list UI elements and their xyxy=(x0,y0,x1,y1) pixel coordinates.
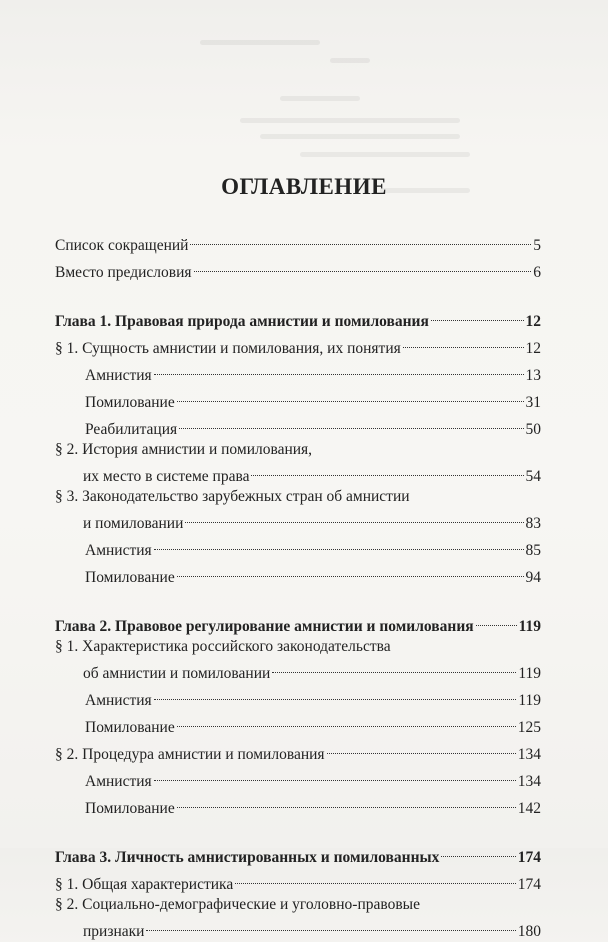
toc-page: 180 xyxy=(517,923,541,940)
dot-leader xyxy=(194,251,532,272)
section-title-line: § 1. Характеристика российского законодательства xyxy=(55,638,391,655)
chapter-title: Глава 1. Правовая природа амнистии и помилования xyxy=(55,313,429,330)
subsection-label: Амнистия xyxy=(85,367,152,384)
toc-entry[interactable] xyxy=(55,256,541,283)
dot-leader xyxy=(476,605,517,626)
subsection-label: Амнистия xyxy=(85,542,152,559)
dot-leader xyxy=(235,863,516,884)
toc-page: 50 xyxy=(525,421,541,438)
dot-leader xyxy=(190,224,531,245)
section-entry[interactable] xyxy=(55,915,541,942)
section-title-line: § 2. История амнистии и помилования, xyxy=(55,441,313,458)
toc-page: 31 xyxy=(525,394,541,411)
dot-leader xyxy=(154,760,516,781)
dot-leader xyxy=(403,327,524,348)
dot-leader xyxy=(251,455,523,476)
toc-label: Вместо предисловия xyxy=(55,264,192,281)
toc-page: 94 xyxy=(525,569,541,586)
subsection-label: Амнистия xyxy=(85,692,152,709)
toc-page: 134 xyxy=(517,773,541,790)
subsection-entry[interactable] xyxy=(55,561,541,588)
toc-page: 83 xyxy=(525,515,541,532)
bleed-through-text xyxy=(0,0,608,200)
dot-leader xyxy=(177,381,524,402)
subsection-label: Помилование xyxy=(85,394,175,411)
toc-page: 12 xyxy=(525,313,541,330)
toc-label: Список сокращений xyxy=(55,237,189,254)
subsection-label: Реабилитация xyxy=(85,421,178,438)
section-title: § 1. Общая характеристика xyxy=(55,876,234,893)
section-title: их место в системе права xyxy=(83,468,250,485)
section-title: и помиловании xyxy=(83,515,184,532)
subsection-label: Помилование xyxy=(85,719,175,736)
section-title: § 2. Процедура амнистии и помилования xyxy=(55,746,325,763)
toc-page: 119 xyxy=(518,692,541,709)
toc-page: 54 xyxy=(525,468,541,485)
dot-leader xyxy=(177,556,524,577)
toc-page: 119 xyxy=(518,618,541,635)
toc-page: 6 xyxy=(533,264,541,281)
section-title: § 1. Сущность амнистии и помилования, их понятия xyxy=(55,340,401,357)
toc-page: 12 xyxy=(525,340,541,357)
section-entry[interactable] xyxy=(55,868,541,895)
subsection-label: Помилование xyxy=(85,800,175,817)
toc-page: 174 xyxy=(517,876,541,893)
page-title: ОГЛАВЛЕНИЕ xyxy=(221,174,387,199)
dot-leader xyxy=(177,706,516,727)
dot-leader xyxy=(146,910,515,931)
toc-page: 13 xyxy=(525,367,541,384)
toc-page: 85 xyxy=(525,542,541,559)
dot-leader xyxy=(185,502,523,523)
subsection-entry[interactable] xyxy=(55,413,541,440)
dot-leader xyxy=(154,354,524,375)
chapter-2-heading[interactable] xyxy=(55,610,541,637)
chapter-title: Глава 3. Личность амнистированных и помилованных xyxy=(55,849,440,866)
dot-leader xyxy=(431,300,524,321)
toc-page: 125 xyxy=(517,719,541,736)
toc-page: 142 xyxy=(517,800,541,817)
toc-page: 134 xyxy=(517,746,541,763)
section-entry[interactable] xyxy=(55,460,541,487)
table-of-contents xyxy=(55,229,541,942)
toc-page: 119 xyxy=(518,665,541,682)
dot-leader xyxy=(179,408,523,429)
subsection-label: Амнистия xyxy=(85,773,152,790)
dot-leader xyxy=(177,787,516,808)
section-title-line: § 2. Социально-демографические и уголовно-правовые xyxy=(55,896,420,913)
subsection-entry[interactable] xyxy=(55,792,541,819)
toc-page: 174 xyxy=(517,849,541,866)
dot-leader xyxy=(327,733,516,754)
dot-leader xyxy=(441,836,515,857)
section-title-line: § 3. Законодательство зарубежных стран об амнистии xyxy=(55,488,410,505)
dot-leader xyxy=(154,529,524,550)
dot-leader xyxy=(154,679,517,700)
section-title: об амнистии и помиловании xyxy=(83,665,271,682)
toc-page: 5 xyxy=(533,237,541,254)
section-title: признаки xyxy=(83,923,145,940)
subsection-label: Помилование xyxy=(85,569,175,586)
dot-leader xyxy=(272,652,516,673)
chapter-title: Глава 2. Правовое регулирование амнистии и помилования xyxy=(55,618,474,635)
